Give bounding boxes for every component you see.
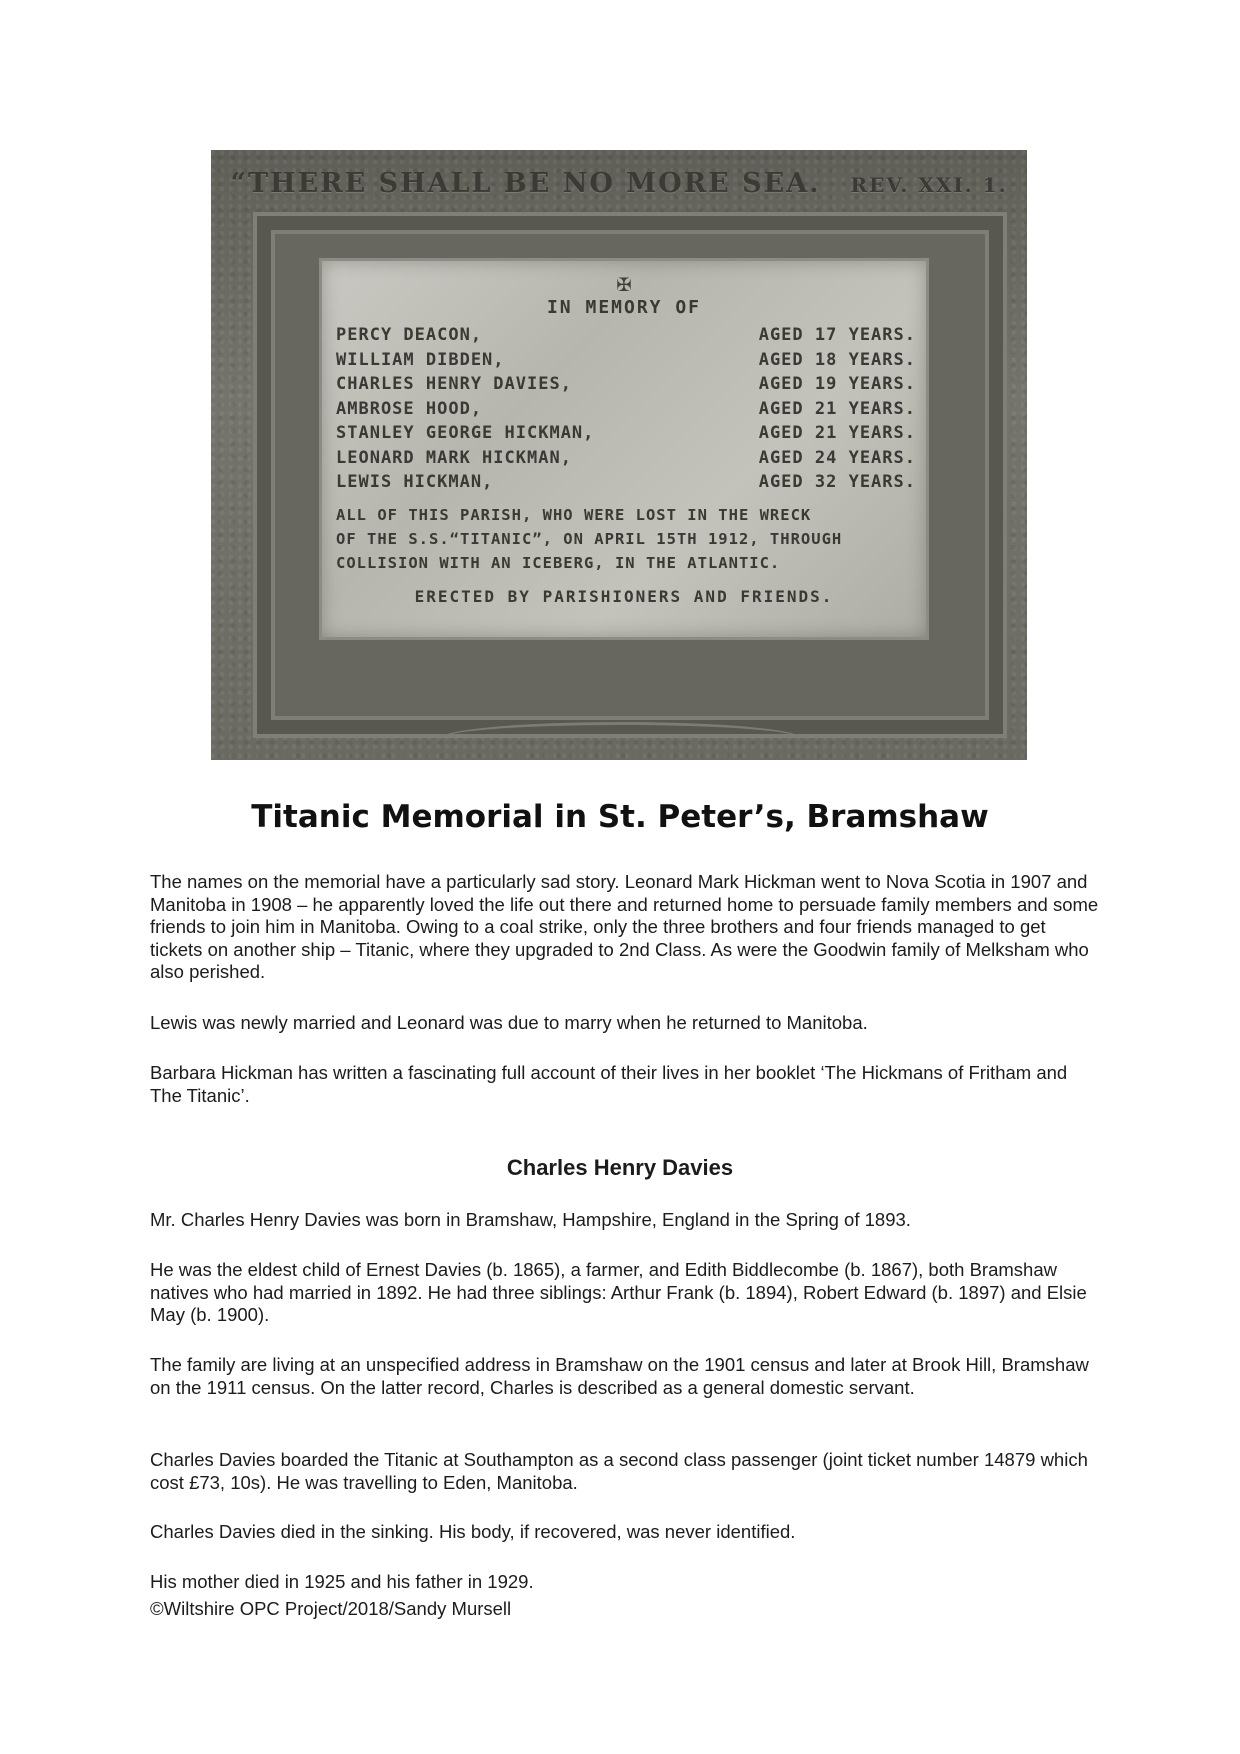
memorial-name: AMBROSE HOOD,	[336, 398, 483, 419]
memorial-age: AGED 19 YEARS.	[758, 374, 916, 394]
memorial-name-row	[336, 446, 916, 471]
intro-paragraph: Barbara Hickman has written a fascinating full account of their lives in her booklet ‘The Hickmans of Fritham and The Titanic’.	[150, 1062, 1068, 1106]
memorial-name: WILLIAM DIBDEN,	[336, 349, 505, 370]
intro-paragraph: The names on the memorial have a particularly sad story. Leonard Mark Hickman went to Nova Scotia in 1907 and Manitoba in 1908 – he apparently loved the life out there and returned home to persuade family members and some friends to join him in Manitoba. Owing to a coal strike, only the three brothers and four friends managed to get tickets on another ship – Titanic, where they upgraded to 2nd Class. As were the Goodwin family of Melksham who also perished.	[150, 871, 1099, 982]
memorial-scroll-ornament	[441, 722, 801, 755]
memorial-name-row	[336, 348, 916, 373]
top-inscription-reference: REV. XXI. 1.	[850, 173, 1008, 197]
memorial-name-row	[336, 421, 916, 446]
memorial-age: AGED 21 YEARS.	[758, 398, 916, 419]
memorial-name-row	[336, 323, 916, 348]
memorial-age: AGED 32 YEARS.	[758, 472, 916, 492]
memorial-name-row	[336, 470, 916, 495]
intro-paragraph: Lewis was newly married and Leonard was due to marry when he returned to Manitoba.	[150, 1012, 868, 1033]
davies-paragraph: He was the eldest child of Ernest Davies (b. 1865), a farmer, and Edith Biddlecombe (b. 1867), both Bramshaw natives who had married in 1892. He had three siblings: Arthur Frank (b. 1894), Robert Edward (b. 1897) and Elsie May (b. 1900).	[150, 1259, 1087, 1325]
davies-paragraph: Charles Davies died in the sinking. His body, if recovered, was never identified.	[150, 1521, 796, 1542]
cross-icon: ✠	[616, 269, 632, 297]
memorial-erected-line: ERECTED BY PARISHIONERS AND FRIENDS.	[414, 587, 834, 606]
section-heading: Charles Henry Davies	[506, 1155, 734, 1180]
top-inscription-text: “THERE SHALL BE NO MORE SEA.	[230, 168, 821, 199]
memorial-body-line: ALL OF THIS PARISH, WHO WERE LOST IN THE WRECK	[336, 506, 812, 524]
memorial-name-row	[336, 397, 916, 422]
memorial-name: LEONARD MARK HICKMAN,	[336, 447, 572, 468]
davies-paragraph: Mr. Charles Henry Davies was born in Bramshaw, Hampshire, England in the Spring of 1893.	[150, 1209, 911, 1230]
page-title: Titanic Memorial in St. Peter’s, Bramshaw	[251, 799, 989, 835]
memorial-tablet	[319, 258, 929, 640]
copyright-footer: ©Wiltshire OPC Project/2018/Sandy Mursell	[150, 1598, 512, 1619]
memorial-name: PERCY DEACON,	[336, 325, 483, 345]
davies-paragraph: The family are living at an unspecified address in Bramshaw on the 1901 census and later at Brook Hill, Bramshaw on the 1911 census. On the latter record, Charles is described as a general domestic servant.	[150, 1354, 1089, 1398]
memorial-name: CHARLES HENRY DAVIES,	[336, 374, 572, 394]
memorial-body-line: OF THE S.S.“TITANIC”, ON APRIL 15TH 1912, THROUGH	[336, 530, 843, 548]
in-memory-heading: IN MEMORY OF	[546, 297, 702, 318]
memorial-body-text	[336, 503, 916, 575]
memorial-names-list	[336, 323, 916, 495]
memorial-photo	[211, 150, 1027, 760]
davies-paragraph: His mother died in 1925 and his father in 1929.	[150, 1571, 534, 1592]
memorial-age: AGED 24 YEARS.	[758, 447, 916, 468]
memorial-name-row	[336, 372, 916, 397]
memorial-body-line: COLLISION WITH AN ICEBERG, IN THE ATLANTIC.	[336, 554, 781, 572]
davies-paragraph: Charles Davies boarded the Titanic at Southampton as a second class passenger (joint ticket number 14879 which cost £73, 10s). He was travelling to Eden, Manitoba.	[150, 1449, 1088, 1493]
memorial-age: AGED 21 YEARS.	[758, 423, 916, 443]
memorial-name: LEWIS HICKMAN,	[336, 472, 494, 492]
memorial-age: AGED 18 YEARS.	[758, 349, 916, 370]
memorial-top-inscription	[211, 168, 1027, 199]
memorial-age: AGED 17 YEARS.	[758, 325, 916, 345]
memorial-name: STANLEY GEORGE HICKMAN,	[336, 423, 595, 443]
